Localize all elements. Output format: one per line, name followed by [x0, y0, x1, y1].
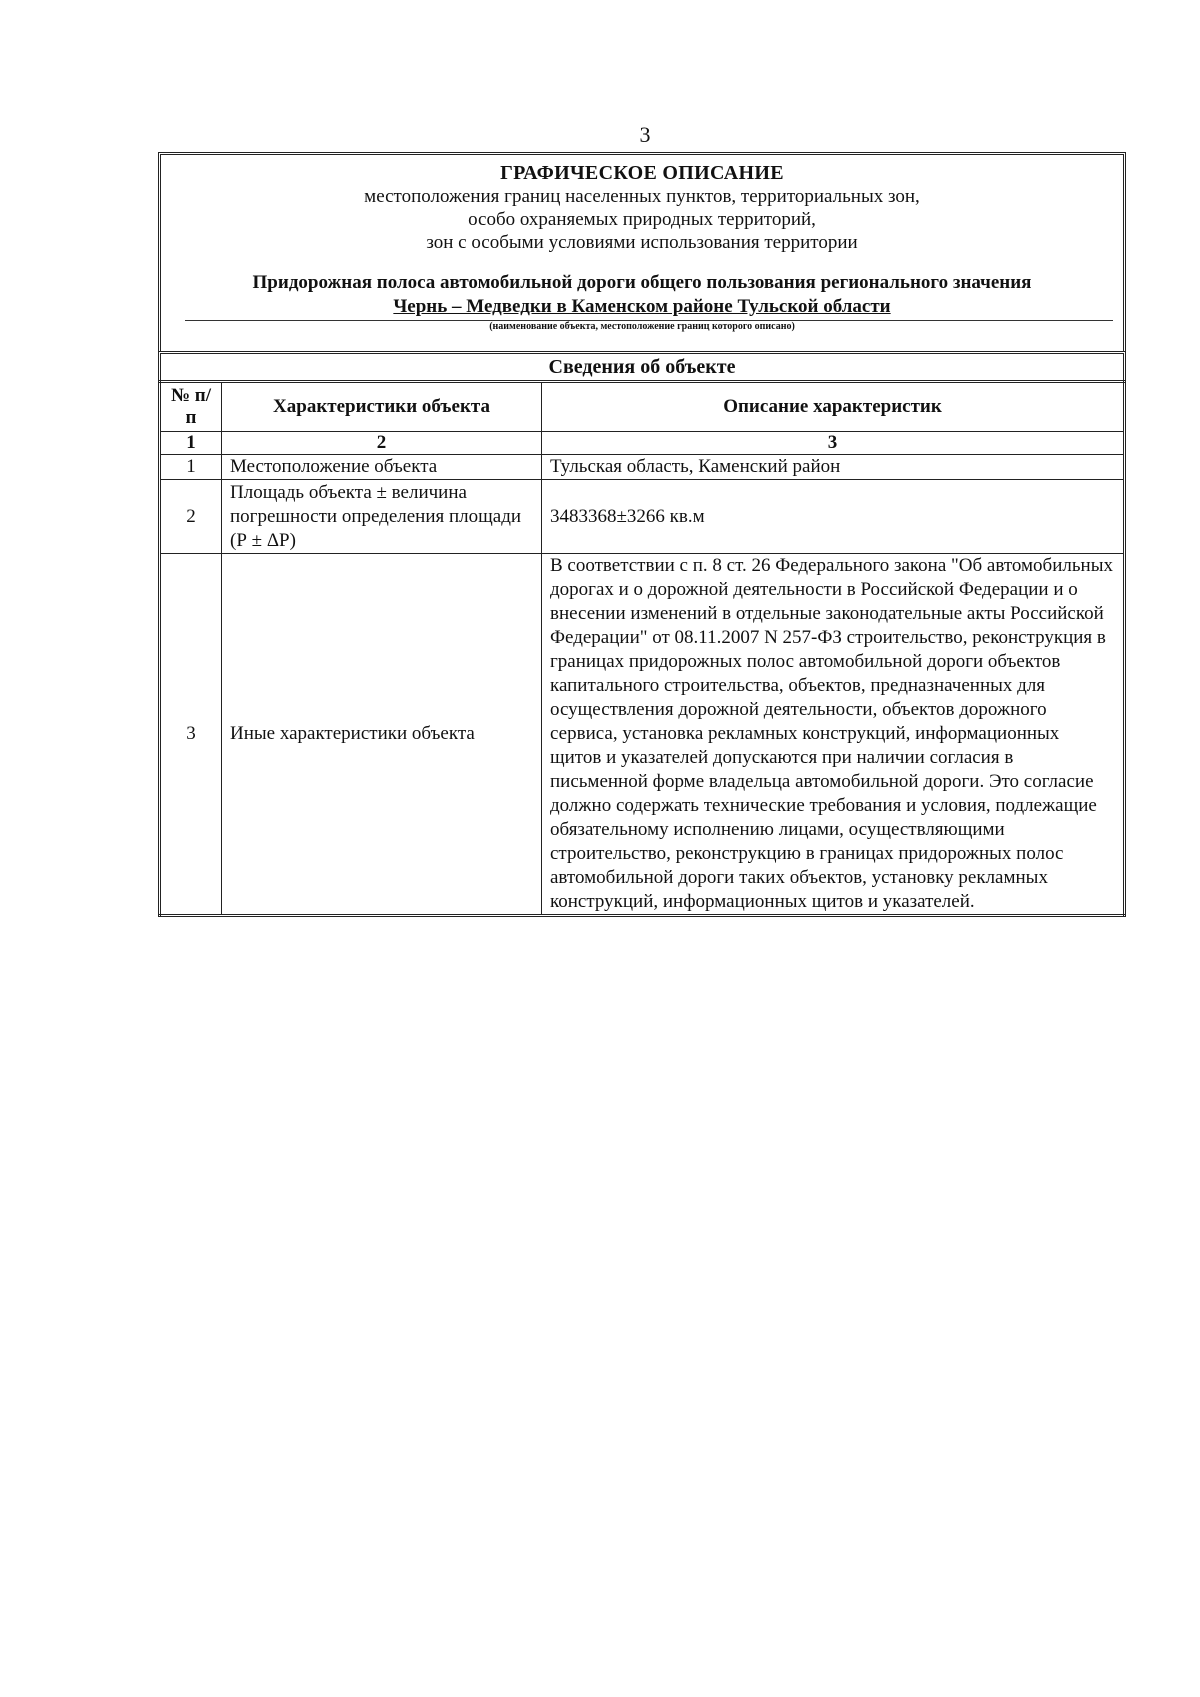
row-description: Тульская область, Каменский район	[542, 455, 1125, 480]
object-info-table	[158, 380, 1126, 917]
object-name	[171, 271, 1113, 319]
header-num: № п/п	[160, 382, 222, 432]
document-title: ГРАФИЧЕСКОЕ ОПИСАНИЕ	[500, 162, 784, 184]
row-description: 3483368±3266 кв.м	[542, 480, 1125, 554]
section-title: Сведения об объекте	[158, 351, 1126, 380]
object-name-line-2: Чернь – Медведки в Каменском районе Тульской области	[393, 296, 891, 317]
header-block	[158, 152, 1126, 351]
object-name-caption: (наименование объекта, местоположение границ которого описано)	[489, 321, 795, 332]
index-cell-3: 3	[542, 432, 1125, 455]
object-name-line-1: Придорожная полоса автомобильной дороги общего пользования регионального значения	[252, 272, 1032, 293]
table-row	[160, 480, 1125, 554]
table-header-row	[160, 382, 1125, 432]
index-cell-2: 2	[222, 432, 542, 455]
table-row	[160, 554, 1125, 916]
row-characteristic: Иные характеристики объекта	[222, 554, 542, 916]
header-characteristic: Характеристики объекта	[222, 382, 542, 432]
row-num: 3	[160, 554, 222, 916]
row-num: 1	[160, 455, 222, 480]
table-index-row	[160, 432, 1125, 455]
subtitle-line-1: местоположения границ населенных пунктов, территориальных зон,	[364, 186, 920, 207]
table-row	[160, 455, 1125, 480]
header-description: Описание характеристик	[542, 382, 1125, 432]
row-num: 2	[160, 480, 222, 554]
document-body	[158, 152, 1126, 917]
subtitle-line-3: зон с особыми условиями использования территории	[426, 232, 858, 253]
subtitle-line-2: особо охраняемых природных территорий,	[468, 209, 816, 230]
row-description: В соответствии с п. 8 ст. 26 Федерального закона "Об автомобильных дорогах и о дорожной деятельности в Российской Федерации и о внесении изменений в отдельные законодательные акты Российской Федерации" от 08.11.2007 N 257-ФЗ строительство, реконструкция в границах придорожных полос автомобильной дороги объектов капитального строительства, объектов, предназначенных для осуществления дорожной деятельности, объектов дорожного сервиса, установка рекламных конструкций, информационных щитов и указателей допускаются при наличии согласия в письменной форме владельца автомобильной дороги. Это согласие должно содержать технические требования и условия, подлежащие обязательному исполнению лицами, осуществляющими строительство, реконструкцию в границах придорожных полос автомобильной дороги таких объектов, установку рекламных конструкций, информационных щитов и указателей.	[542, 554, 1125, 916]
row-characteristic: Местоположение объекта	[222, 455, 542, 480]
row-characteristic: Площадь объекта ± величина погрешности определения площади (Р ± ΔР)	[222, 480, 542, 554]
page-number: 3	[639, 122, 651, 147]
index-cell-1: 1	[160, 432, 222, 455]
